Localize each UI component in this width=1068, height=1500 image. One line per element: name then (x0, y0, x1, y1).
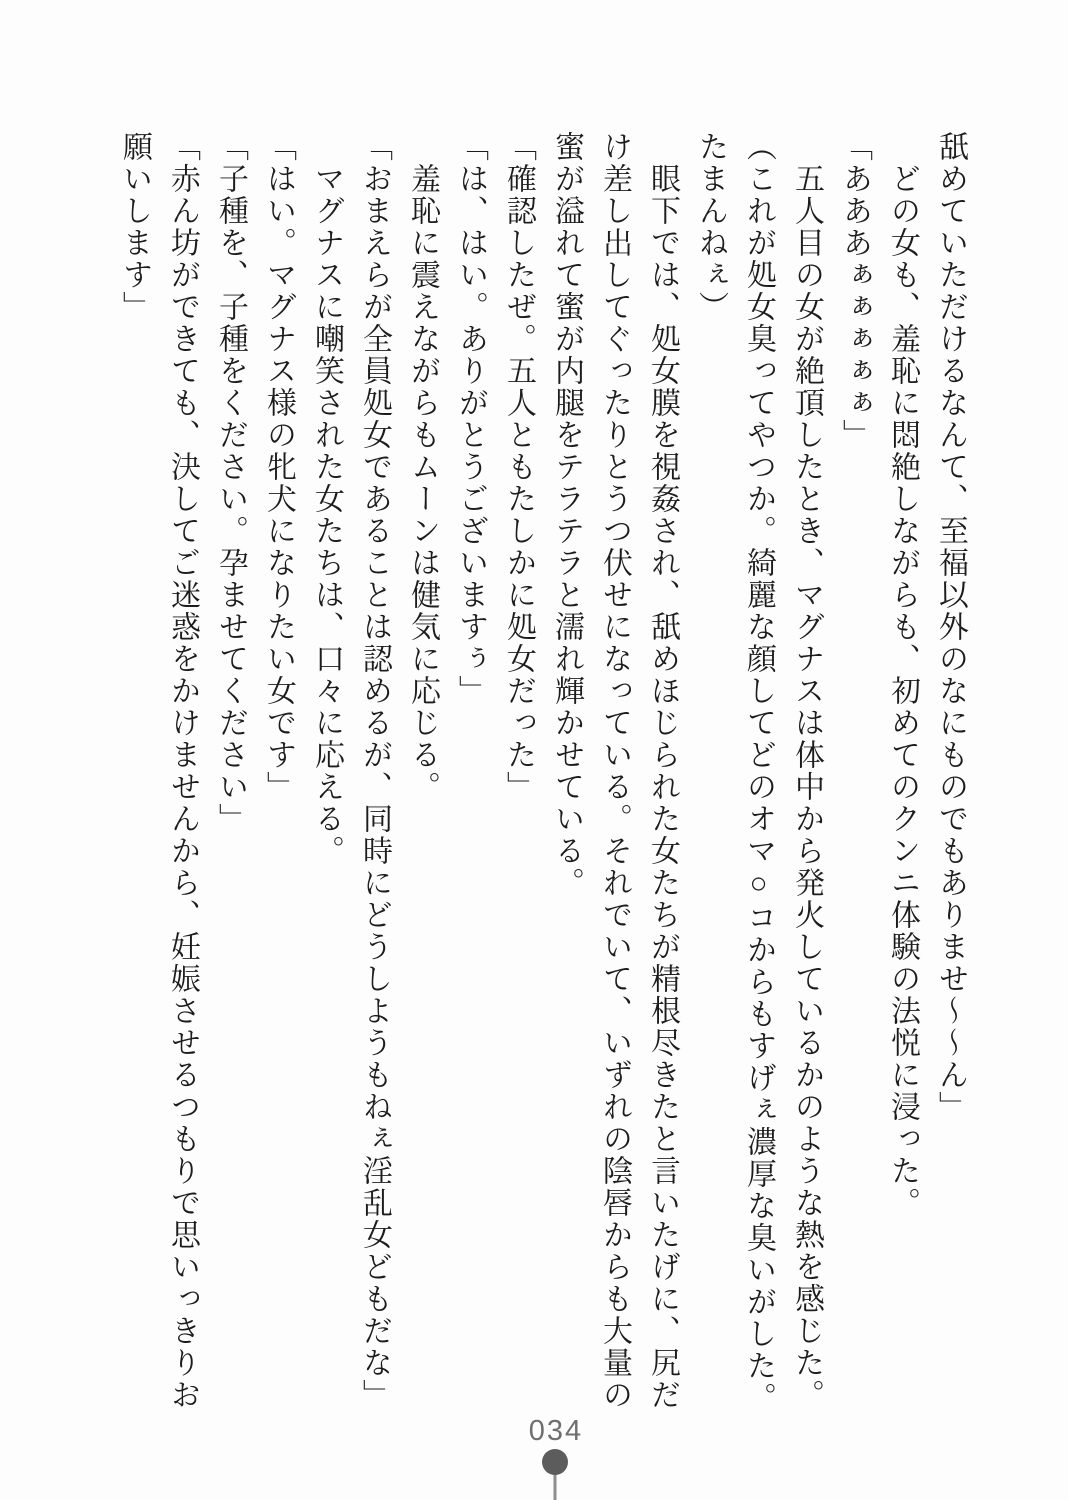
paragraph: 「確認したぜ。五人ともたしかに処女だった」 (502, 131, 535, 803)
paragraph: 羞恥に震えながらもムーンは健気に応じる。 (406, 163, 439, 803)
page-number: 034 (528, 1415, 584, 1447)
paragraph: マグナスに嘲笑された女たちは、口々に応える。 (310, 163, 343, 867)
paragraph: 「赤ん坊ができても、決してご迷惑をかけませんから、妊娠させるつもりで思いっきりお願いします」 (118, 131, 199, 1411)
paragraph: 舐めていただけるなんて、至福以外のなにものでもありませ〜〜ん」 (934, 131, 967, 1123)
paragraph: 「は、はい。ありがとうございますぅ」 (454, 131, 487, 707)
paragraph: 「はい。マグナス様の牝犬になりたい女です」 (262, 131, 295, 803)
paragraph: （これが処女臭ってやつか。綺麗な顔してどのオマ○コからもすげぇ濃厚な臭いがした。たまんねぇ） (694, 131, 775, 1414)
paragraph: どの女も、羞恥に悶絶しながらも、初めてのクンニ体験の法悦に浸った。 (886, 163, 919, 1219)
paragraph: 「子種を、子種をください。孕ませてください」 (214, 131, 247, 835)
body-text (110, 131, 974, 1417)
ornament-dot-icon (542, 1449, 568, 1475)
paragraph: 眼下では、処女膜を視姦され、舐めほじられた女たちが精根尽きたと言いたげに、尻だけ差し出してぐったりとうつ伏せになっている。それでいて、いずれの陰唇からも大量の蜜が溢れて蜜が内腿をテラテラと濡れ輝かせている。 (550, 131, 679, 1411)
paragraph: 「あああぁぁぁぁぁ」 (838, 131, 871, 451)
paragraph: 五人目の女が絶頂したとき、マグナスは体中から発火しているかのような熱を感じた。 (790, 163, 823, 1411)
paragraph: 「おまえらが全員処女であることは認めるが、同時にどうしようもねぇ淫乱女どもだな」 (358, 131, 391, 1411)
